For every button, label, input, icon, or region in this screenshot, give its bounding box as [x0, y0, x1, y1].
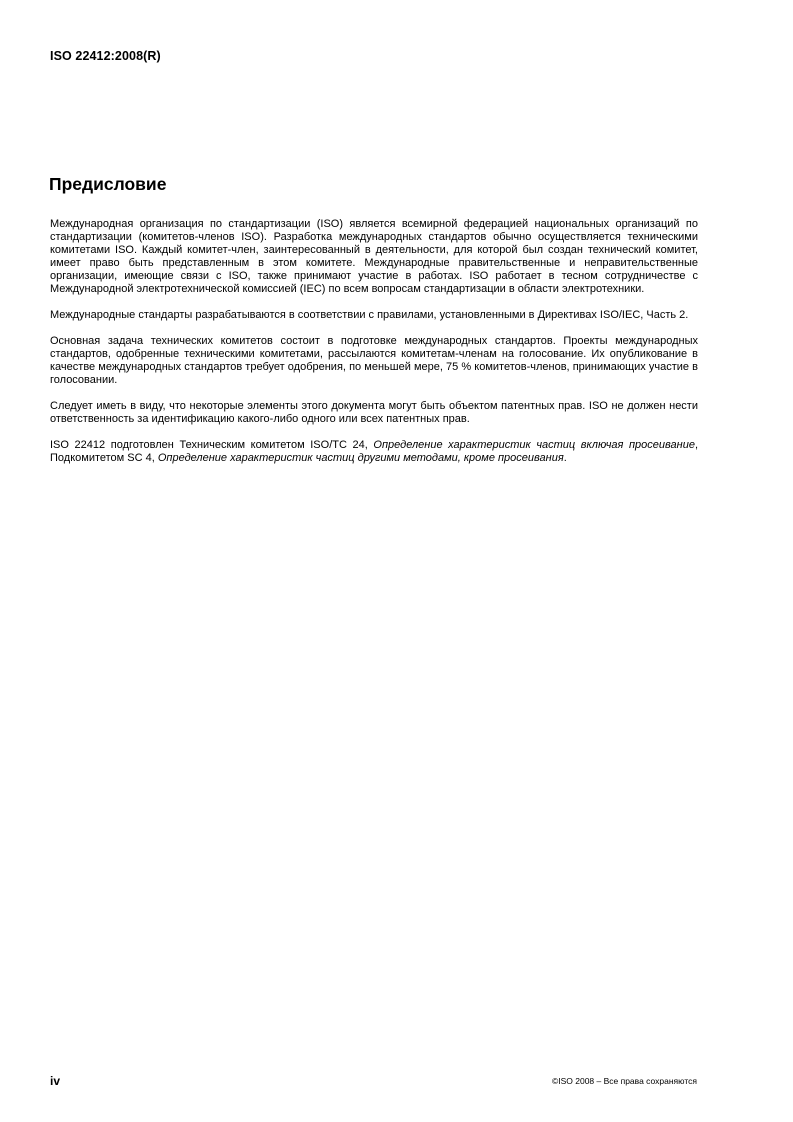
document-id-header: ISO 22412:2008(R) — [50, 49, 161, 63]
paragraph-2: Международные стандарты разрабатываются в соответствии с правилами, установленными в Директивах ISO/IEC, Часть 2. — [50, 309, 689, 321]
paragraph-5 — [50, 439, 698, 465]
paragraph-1: Международная организация по стандартизации (ISO) является всемирной федерацией национальных организаций по стандартизации (комитетов-членов ISO). Разработка международных стандартов обычно осуществляется техническими комитетами ISO. Каждый комитет-член, заинтересованный в деятельности, для которой был создан технический комитет, имеет право быть представленным в этом комитете. Международные правительственные и неправительственные организации, имеющие связи с ISO, также принимают участие в работах. ISO работает в тесном сотрудничестве с Международной электротехнической комиссией (IEC) по всем вопросам стандартизации в области электротехники. — [50, 218, 698, 295]
page-number: iv — [50, 1074, 61, 1088]
paragraph-5-text-3: . — [563, 452, 567, 464]
section-title: Предисловие — [49, 174, 167, 194]
paragraph-5-committee-title: Определение характеристик частиц включая просеивание — [373, 439, 695, 451]
copyright-notice: ©ISO 2008 – Все права сохраняются — [551, 1076, 697, 1086]
paragraph-5-text-2: , Подкомитетом SC 4, — [50, 439, 698, 464]
paragraph-4: Следует иметь в виду, что некоторые элементы этого документа могут быть объектом патентных прав. ISO не должен нести ответственность за идентификацию какого-либо одного или всех патентных прав. — [50, 400, 698, 425]
paragraph-3: Основная задача технических комитетов состоит в подготовке международных стандартов. Проекты международных стандартов, одобренные техническими комитетами, рассылаются комитетам-членам на голосование. Их опубликование в качестве международных стандартов требует одобрения, по меньшей мере, 75 % комитетов-членов, принимающих участие в голосовании. — [50, 335, 698, 386]
foreword-body — [50, 218, 698, 478]
paragraph-5-subcommittee-title: Определение характеристик частиц другими методами, кроме просеивания — [157, 452, 564, 464]
paragraph-5-text-1: ISO 22412 подготовлен Техническим комитетом ISO/TC 24, — [50, 439, 374, 451]
